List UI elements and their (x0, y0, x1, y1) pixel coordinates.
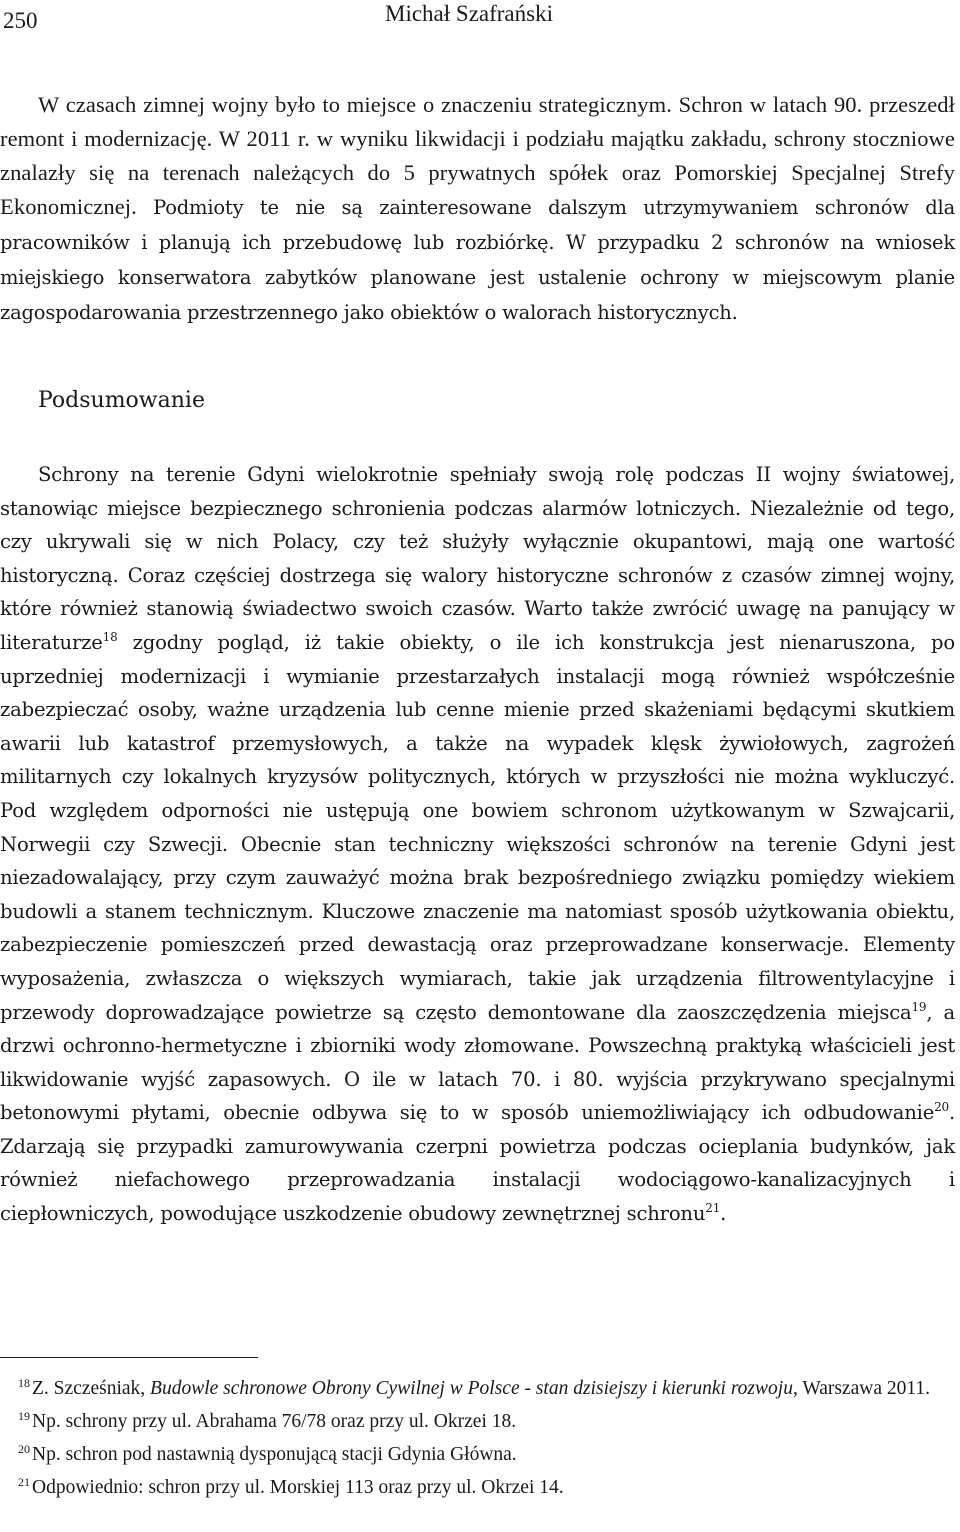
paragraph-2-part-2: zgodny pogląd, iż takie obiekty, o ile ich konstrukcja jest nienaruszona, po uprzedniej modernizacji i wymianie przestarzałych instalacji mogą również współcześnie zabezpieczać osoby, ważne urządzenia lub cenne mienie przed skażeniami będącymi skutkiem awarii lub katastrof przemysłowych, a także na wypadek klęsk żywiołowych, zagrożeń militarnych czy lokalnych kryzysów politycznych, których w przyszłości nie można wykluczyć. Pod względem odporności nie ustępują one bowiem schronom użytkowanym w Szwajcarii, Norwegii czy Szwecji. Obecnie stan techniczny większości schronów na terenie Gdyni jest niezadowalający, przy czym zauważyć można brak bezpośredniego związku pomiędzy wiekiem budowli a stanem technicznym. Kluczowe znaczenie ma natomiast sposób użytkowania obiektu, zabezpieczenie pomieszczeń przed dewastacją oraz przeprowadzane konserwacje. Elementy wyposażenia, zwłaszcza o większych wymiarach, takie jak urządzenia filtrowentylacyjne i przewody doprowadzające powietrze są często demontowane dla zaoszczędzenia miejsca (0, 630, 955, 1024)
paragraph-2-part-3: , a drzwi ochronno-hermetyczne i zbiorniki wody złomowane. Powszechną praktyką właścicieli jest likwidowanie wyjść zapasowych. O ile w latach 70. i 80. wyjścia przykrywano specjalnymi betonowymi płytami, obecnie odbywa się to w sposób uniemożliwiający ich odbudowanie (0, 1000, 955, 1125)
footnote-ref-19[interactable]: 19 (911, 999, 927, 1014)
paragraph-2-part-5: . (720, 1202, 727, 1226)
footnote-number: 20 (18, 1442, 30, 1456)
page-number: 250 (3, 8, 38, 33)
footnote-text: Np. schrony przy ul. Abrahama 76/78 oraz przy ul. Okrzei 18. (32, 1411, 517, 1432)
paragraph-2-part-4: . Zdarzają się przypadki zamurowywania czerpni powietrza podczas ocieplania budynków, jak również niefachowego przeprowadzania instalacji wodociągowo-kanalizacyjnych i ciepłowniczych, powodujące uszkodzenie obudowy zewnętrznej schronu (0, 1101, 955, 1226)
section-heading: Podsumowanie (38, 388, 205, 413)
footnote-20 (0, 1440, 955, 1469)
footnote-18 (0, 1374, 955, 1403)
footnote-19 (0, 1407, 955, 1436)
footnote-ref-20[interactable]: 20 (934, 1100, 949, 1115)
footnotes (0, 1374, 955, 1506)
paragraph-2-part-1: Schrony na terenie Gdyni wielokrotnie spełniały swoją rolę podczas II wojny światowej, stanowiąc miejsce bezpiecznego schronienia podczas alarmów lotniczych. Niezależnie od tego, czy ukrywali się w nich Polacy, czy też służyły wyłącznie okupantowi, mają one wartość historyczną. Coraz częściej dostrzega się walory historyczne schronów z czasów zimnej wojny, które również stanowią świadectwo swoich czasów. Warto także zwrócić uwagę na panujący w literaturze (0, 463, 955, 654)
body-paragraph-2 (0, 458, 955, 1231)
page-header (0, 0, 960, 40)
body-paragraph-1 (0, 88, 955, 330)
footnote-number: 18 (18, 1376, 30, 1390)
footnote-ref-21[interactable]: 21 (705, 1201, 721, 1216)
footnote-number: 21 (18, 1475, 30, 1489)
footnote-21 (0, 1473, 955, 1502)
footnote-ref-18[interactable]: 18 (102, 629, 118, 644)
paragraph-1-part-2: Podmioty te nie są zainteresowane dalszym utrzymywaniem schronów dla pracowników i planują ich przebudowę lub rozbiórkę. W przypadku 2 schronów na wniosek miejskiego konserwatora zabytków planowane jest ustalenie ochrony w miejscowym planie zagospodarowania przestrzennego jako obiektów o walorach historycznych. (0, 196, 955, 324)
running-head-author: Michał Szafrański (385, 1, 553, 26)
footnote-title: Budowle schronowe Obrony Cywilnej w Polsce - stan dzisiejszy i kierunki rozwoju (150, 1378, 793, 1399)
paragraph-1-part-1: W czasach zimnej wojny było to miejsce o znaczeniu strategicznym. Schron w latach 90. przeszedł remont i modernizację. W 2011 r. w wyniku likwidacji i podziału majątku zakładu, schrony stoczniowe znalazły się na terenach należących do 5 prywatnych spółek oraz Pomorskiej Specjalnej Strefy Ekonomicznej. (0, 92, 955, 219)
footnote-text: Np. schron pod nastawnią dysponującą stacji Gdynia Główna. (32, 1444, 517, 1465)
footnote-text: , Warszawa 2011. (792, 1378, 931, 1399)
footnote-text: Z. Szcześniak, (32, 1378, 151, 1399)
footnote-text: Odpowiednio: schron przy ul. Morskiej 113 oraz przy ul. Okrzei 14. (32, 1477, 564, 1498)
footnote-separator (0, 1357, 258, 1358)
footnote-number: 19 (18, 1409, 30, 1423)
